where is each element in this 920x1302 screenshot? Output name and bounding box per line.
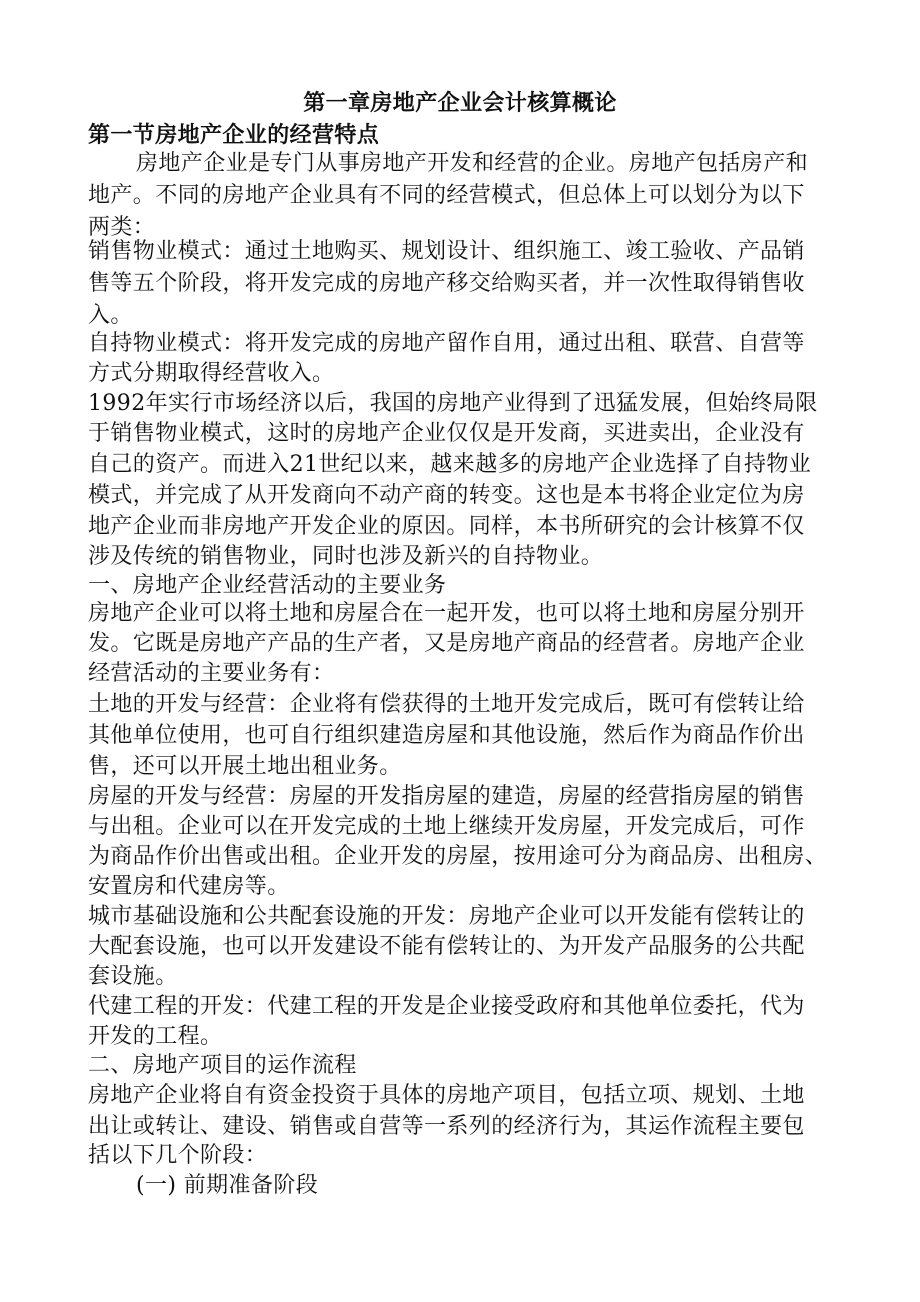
paragraph-line: 涉及传统的销售物业，同时也涉及新兴的自持物业。 bbox=[88, 544, 604, 569]
paragraph-line: 土地的开发与经营：企业将有偿获得的土地开发完成后，既可有偿转让给 bbox=[88, 692, 805, 717]
paragraph-line: 自持物业模式：将开发完成的房地产留作自用，通过出租、联营、自营等 bbox=[88, 331, 805, 356]
paragraph-line: 房地产企业是专门从事房地产开发和经营的企业。房地产包括房产和 bbox=[136, 151, 809, 176]
paragraph-line: 大配套设施，也可以开发建设不能有偿转让的、为开发产品服务的公共配 bbox=[88, 934, 805, 959]
section-heading: 第一节房地产企业的经营特点 bbox=[88, 123, 380, 148]
subsection-heading: 一、房地产企业经营活动的主要业务 bbox=[88, 573, 447, 598]
paragraph-line: 销售物业模式：通过土地购买、规划设计、组织施工、竣工验收、产品销 bbox=[88, 239, 805, 264]
paragraph-line: 经营活动的主要业务有： bbox=[88, 661, 335, 686]
paragraph-line: 发。它既是房地产产品的生产者，又是房地产商品的经营者。房地产企业 bbox=[88, 631, 805, 656]
paragraph-line: 房地产企业可以将土地和房屋合在一起开发，也可以将土地和房屋分别开 bbox=[88, 601, 805, 626]
paragraph-line: 模式，并完成了从开发商向不动产商的转变。这也是本书将企业定位为房 bbox=[88, 483, 805, 508]
paragraph-line: 地产企业而非房地产开发企业的原因。同样，本书所研究的会计核算不仅 bbox=[88, 514, 805, 539]
paragraph-line: 代建工程的开发：代建工程的开发是企业接受政府和其他单位委托，代为 bbox=[88, 994, 805, 1019]
paragraph-line: 两类： bbox=[88, 215, 156, 240]
paragraph-line: 房屋的开发与经营：房屋的开发指房屋的建造，房屋的经营指房屋的销售 bbox=[88, 784, 805, 809]
paragraph-line: 方式分期取得经营收入。 bbox=[88, 361, 335, 386]
paragraph-line: 套设施。 bbox=[88, 964, 178, 989]
paragraph-line: 安置房和代建房等。 bbox=[88, 874, 290, 899]
paragraph-line: 为商品作价出售或出租。企业开发的房屋，按用途可分为商品房、出租房、 bbox=[88, 844, 828, 869]
paragraph-line: 与出租。企业可以在开发完成的土地上继续开发房屋，开发完成后，可作 bbox=[88, 814, 805, 839]
paragraph-line: 出让或转让、建设、销售或自营等一系列的经济行为，其运作流程主要包 bbox=[88, 1114, 805, 1139]
subsection-heading: 二、房地产项目的运作流程 bbox=[88, 1053, 357, 1078]
paragraph-line: 于销售物业模式，这时的房地产企业仅仅是开发商，买进卖出，企业没有 bbox=[88, 421, 805, 446]
paragraph-line: 入。 bbox=[88, 303, 133, 328]
paragraph-line: 售等五个阶段，将开发完成的房地产移交给购买者，并一次性取得销售收 bbox=[88, 271, 805, 296]
stage-heading: (一) 前期准备阶段 bbox=[136, 1173, 319, 1198]
chapter-title: 第一章房地产企业会计核算概论 bbox=[303, 91, 617, 116]
paragraph-line: 括以下几个阶段： bbox=[88, 1143, 268, 1168]
paragraph-line: 地产。不同的房地产企业具有不同的经营模式，但总体上可以划分为以下 bbox=[88, 183, 805, 208]
paragraph-line: 开发的工程。 bbox=[88, 1024, 223, 1049]
paragraph-line: 城市基础设施和公共配套设施的开发：房地产企业可以开发能有偿转让的 bbox=[88, 904, 805, 929]
paragraph-line: 自己的资产。而进入21世纪以来，越来越多的房地产企业选择了自持物业 bbox=[88, 452, 812, 477]
paragraph-line: 1992年实行市场经济以后，我国的房地产业得到了迅猛发展，但始终局限 bbox=[88, 391, 818, 416]
paragraph-line: 其他单位使用，也可自行组织建造房屋和其他设施，然后作为商品作价出 bbox=[88, 723, 805, 748]
paragraph-line: 房地产企业将自有资金投资于具体的房地产项目，包括立项、规划、土地 bbox=[88, 1083, 805, 1108]
paragraph-line: 售，还可以开展土地出租业务。 bbox=[88, 754, 402, 779]
